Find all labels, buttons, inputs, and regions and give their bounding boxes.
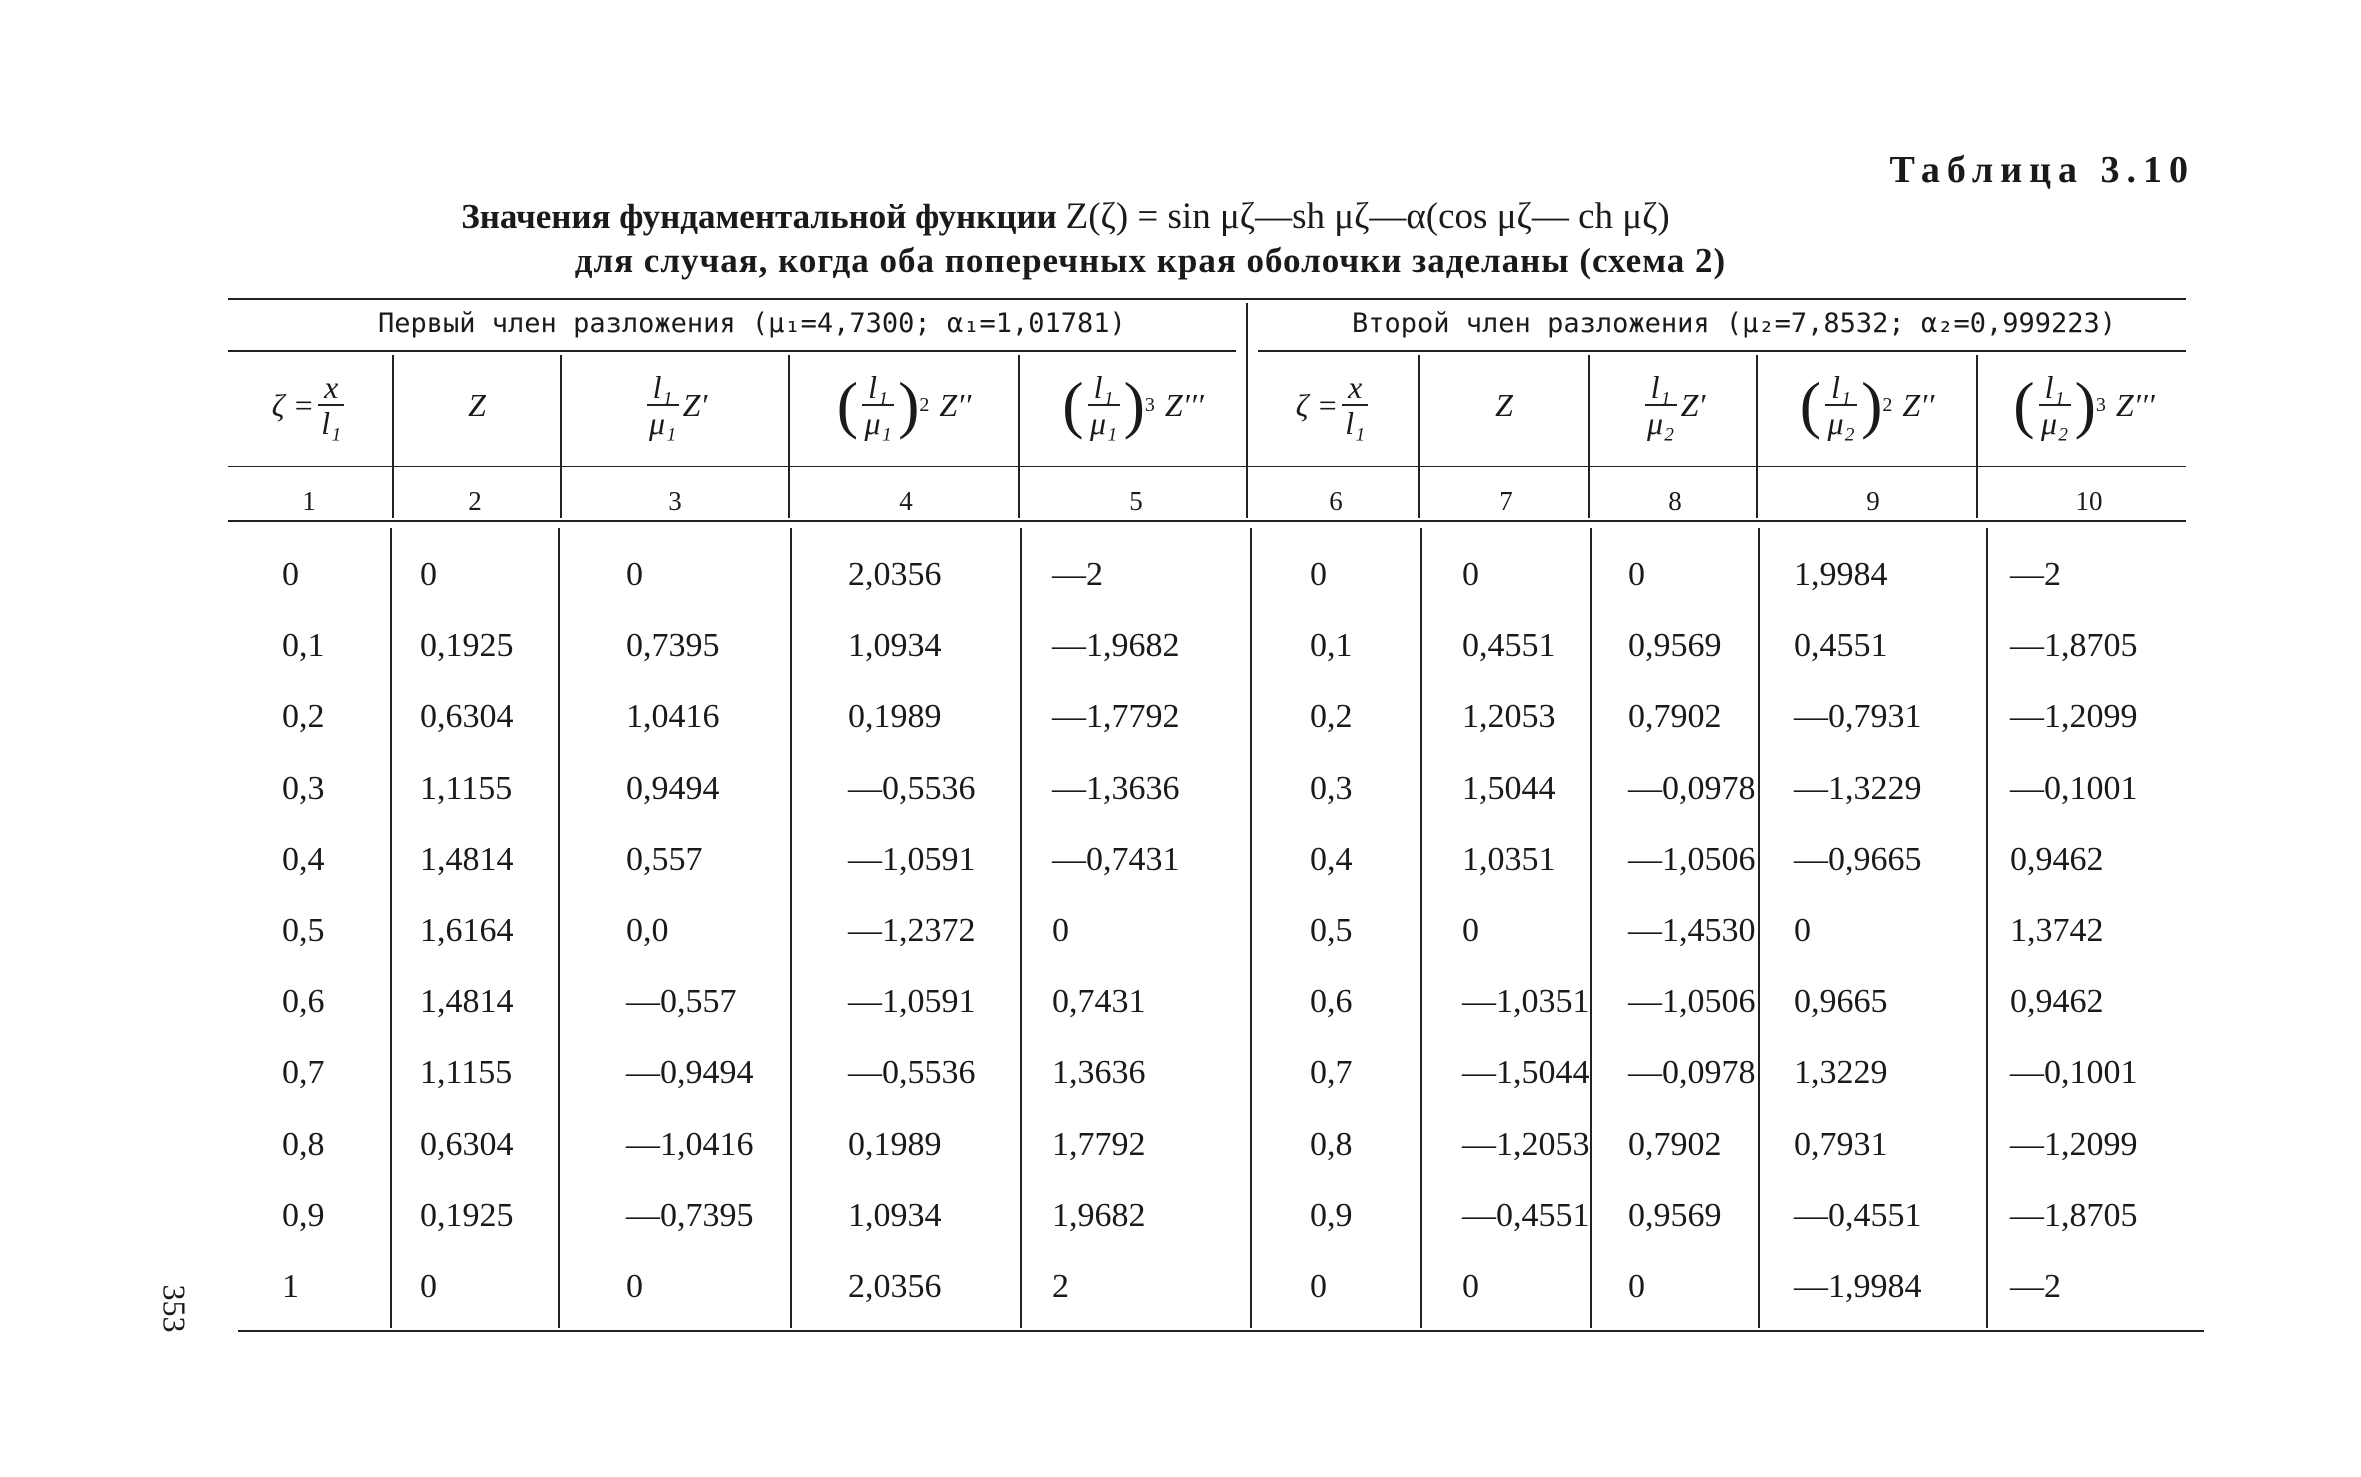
table-cell: —1,0591 bbox=[848, 840, 976, 878]
table-cell: 0,7902 bbox=[1628, 698, 1722, 736]
table-cell: 1,4814 bbox=[420, 983, 514, 1021]
group-label-first-term: Первый член разложения (μ₁=4,7300; α₁=1,01781) bbox=[378, 308, 1126, 339]
table-cell: 0,9494 bbox=[626, 769, 720, 807]
fraction-x-over-l1 bbox=[318, 370, 344, 440]
column-number: 1 bbox=[302, 486, 316, 516]
table-cell: 0,3 bbox=[282, 769, 325, 807]
column-number: 2 bbox=[468, 486, 482, 516]
table-cell: 0,7902 bbox=[1628, 1125, 1722, 1163]
table-cell: 0,4551 bbox=[1462, 627, 1556, 665]
z-double-prime: Z′′ bbox=[939, 386, 972, 423]
col-head-zppp-10: ( $\frac{\text{l₁}}{\text{μ₂}}$ ) 3 Z′′′ bbox=[2013, 369, 2155, 441]
table-cell: 1,0934 bbox=[848, 627, 942, 665]
denominator: μ₁ bbox=[1090, 405, 1118, 441]
table-cell: 0,3 bbox=[1310, 769, 1353, 807]
table-cell: 0,557 bbox=[626, 840, 703, 878]
table-cell: —0,0978 bbox=[1628, 1054, 1756, 1092]
header-bottom-rule bbox=[228, 520, 2186, 522]
zeta-symbol: ζ = bbox=[271, 386, 315, 423]
fraction-l1-over-mu2 bbox=[1825, 370, 1857, 440]
column-number: 7 bbox=[1499, 486, 1513, 516]
table-cell: 0,9569 bbox=[1628, 627, 1722, 665]
column-number: 5 bbox=[1129, 486, 1143, 516]
table-cell: 0 bbox=[1462, 1268, 1479, 1305]
z-symbol: Z bbox=[468, 386, 486, 423]
col-head-zpp-9: ( $\frac{\text{l₁}}{\text{μ₂}}$ ) 2 Z′′ bbox=[1799, 369, 1935, 441]
table-cell: —1,0591 bbox=[848, 983, 976, 1021]
table-cell: 0,4551 bbox=[1794, 627, 1888, 665]
col-head-zeta-1 bbox=[228, 355, 392, 455]
title-text: Значения фундаментальной функции bbox=[461, 197, 1066, 236]
table-cell: 0,9 bbox=[1310, 1196, 1353, 1234]
numerator: x bbox=[1342, 370, 1368, 406]
table-cell: 0,8 bbox=[1310, 1125, 1353, 1163]
body-divider bbox=[1758, 528, 1760, 1328]
table-cell: —0,557 bbox=[626, 983, 737, 1021]
body-divider bbox=[390, 528, 392, 1328]
table-cell: 1 bbox=[282, 1268, 299, 1305]
page-number: 353 bbox=[156, 1284, 193, 1333]
table-cell: 0 bbox=[420, 1268, 437, 1305]
z-symbol: Z bbox=[1495, 386, 1513, 423]
table-cell: —1,3636 bbox=[1052, 769, 1180, 807]
fraction-l1-over-mu2 bbox=[2039, 370, 2071, 440]
exponent: 2 bbox=[1882, 393, 1893, 416]
table-cell: 0,6 bbox=[1310, 983, 1353, 1021]
table-cell: —2 bbox=[2010, 556, 2061, 593]
table-cell: 0,1925 bbox=[420, 1196, 514, 1234]
numerator: l₁ bbox=[1645, 370, 1677, 406]
table-bottom-rule bbox=[238, 1330, 2204, 1332]
table-cell: —0,4551 bbox=[1794, 1196, 1922, 1234]
table-cell: 2,0356 bbox=[848, 556, 942, 593]
table-cell: 0,6304 bbox=[420, 698, 514, 736]
top-rule bbox=[228, 298, 2186, 300]
table-cell: 0,1925 bbox=[420, 627, 514, 665]
table-cell: 0,9665 bbox=[1794, 983, 1888, 1021]
z-triple-prime: Z′′′ bbox=[1164, 386, 1204, 423]
denominator: μ₁ bbox=[864, 405, 892, 441]
fraction-l1-over-mu2 bbox=[1645, 370, 1677, 440]
fraction-l1-over-mu1 bbox=[647, 370, 679, 440]
table-cell: 0 bbox=[420, 556, 437, 593]
table-cell: —1,2099 bbox=[2010, 1125, 2138, 1163]
table-cell: 0 bbox=[1794, 912, 1811, 949]
numerator: l₁ bbox=[1088, 370, 1120, 406]
table-cell: 0,7431 bbox=[1052, 983, 1146, 1021]
table-cell: 0,9569 bbox=[1628, 1196, 1722, 1234]
denominator: μ₁ bbox=[649, 405, 677, 441]
table-cell: 0 bbox=[1628, 556, 1645, 593]
column-number: 6 bbox=[1329, 486, 1343, 516]
body-divider bbox=[1020, 528, 1022, 1328]
table-cell: 1,0934 bbox=[848, 1196, 942, 1234]
table-cell: 0,1 bbox=[1310, 627, 1353, 665]
group-rule-left bbox=[228, 350, 1236, 352]
denominator: μ₂ bbox=[2041, 405, 2069, 441]
column-number: 3 bbox=[668, 486, 682, 516]
table-cell: 1,4814 bbox=[420, 840, 514, 878]
z-triple-prime: Z′′′ bbox=[2115, 386, 2155, 423]
table-cell: 0,9462 bbox=[2010, 983, 2104, 1021]
table-cell: 1,3742 bbox=[2010, 912, 2104, 949]
table-cell: —1,9984 bbox=[1794, 1268, 1922, 1305]
table-cell: 0 bbox=[626, 1268, 643, 1305]
table-cell: 0,0 bbox=[626, 912, 669, 949]
table-cell: 2,0356 bbox=[848, 1268, 942, 1305]
table-cell: 0,1 bbox=[282, 627, 325, 665]
table-cell: 1,1155 bbox=[420, 1054, 513, 1092]
exponent: 3 bbox=[1144, 393, 1155, 416]
subheader-rule bbox=[228, 466, 2186, 467]
table-cell: —0,5536 bbox=[848, 769, 976, 807]
table-cell: 0,9462 bbox=[2010, 840, 2104, 878]
table-cell: 1,1155 bbox=[420, 769, 513, 807]
table-cell: 0,2 bbox=[1310, 698, 1353, 736]
denominator: l₁ bbox=[1345, 405, 1366, 441]
title-line-1 bbox=[0, 195, 2361, 239]
table-cell: 1,5044 bbox=[1462, 769, 1556, 807]
table-cell: 0 bbox=[1052, 912, 1069, 949]
column-number: 4 bbox=[899, 486, 913, 516]
table-cell: 0,7 bbox=[282, 1054, 325, 1092]
denominator: μ₂ bbox=[1647, 405, 1675, 441]
table-cell: —1,2053 bbox=[1462, 1125, 1590, 1163]
table-cell: 1,2053 bbox=[1462, 698, 1556, 736]
table-label: Таблица 3.10 bbox=[1889, 149, 2195, 191]
body-divider bbox=[1250, 528, 1252, 1328]
table-cell: 0 bbox=[1462, 912, 1479, 949]
table-cell: 0,4 bbox=[1310, 840, 1353, 878]
denominator: μ₂ bbox=[1827, 405, 1855, 441]
table-cell: —0,0978 bbox=[1628, 769, 1756, 807]
numerator: l₁ bbox=[862, 370, 894, 406]
table-cell: —1,0416 bbox=[626, 1125, 754, 1163]
table-cell: —1,8705 bbox=[2010, 1196, 2138, 1234]
table-cell: 1,3636 bbox=[1052, 1054, 1146, 1092]
table-cell: —0,7395 bbox=[626, 1196, 754, 1234]
table-cell: 0,5 bbox=[1310, 912, 1353, 949]
title-line-2: для случая, когда оба поперечных края оболочки заделаны (схема 2) bbox=[574, 241, 1727, 280]
table-cell: 0,6 bbox=[282, 983, 325, 1021]
table-cell: 2 bbox=[1052, 1268, 1069, 1305]
function-formula: Z(ζ) = sin μζ—sh μζ—α(cos μζ— ch μζ) bbox=[1065, 196, 1670, 237]
table-cell: 0,7 bbox=[1310, 1054, 1353, 1092]
table-cell: 1,0351 bbox=[1462, 840, 1556, 878]
fraction-l1-over-mu1 bbox=[862, 370, 894, 440]
table-cell: 0,7931 bbox=[1794, 1125, 1888, 1163]
group-label-second-term: Второй член разложения (μ₂=7,8532; α₂=0,999223) bbox=[1352, 308, 2117, 339]
table-cell: —1,3229 bbox=[1794, 769, 1922, 807]
table-cell: 1,6164 bbox=[420, 912, 514, 949]
body-divider bbox=[1590, 528, 1592, 1328]
table-cell: —0,4551 bbox=[1462, 1196, 1590, 1234]
numerator: l₁ bbox=[1825, 370, 1857, 406]
table-cell: 0,5 bbox=[282, 912, 325, 949]
body-divider bbox=[790, 528, 792, 1328]
col-head-zp-3 bbox=[562, 355, 788, 455]
table-cell: —1,9682 bbox=[1052, 627, 1180, 665]
table-cell: —1,8705 bbox=[2010, 627, 2138, 665]
body-divider bbox=[558, 528, 560, 1328]
table-cell: 0,1989 bbox=[848, 698, 942, 736]
table-cell: 1,3229 bbox=[1794, 1054, 1888, 1092]
table-cell: —2 bbox=[1052, 556, 1103, 593]
table-cell: —1,0506 bbox=[1628, 840, 1756, 878]
z-prime: Z′ bbox=[1680, 386, 1706, 423]
exponent: 2 bbox=[919, 393, 930, 416]
table-cell: 0 bbox=[1462, 556, 1479, 593]
col-head-zeta-6 bbox=[1250, 355, 1418, 455]
col-head-z-7 bbox=[1420, 355, 1588, 455]
denominator: l₁ bbox=[321, 405, 342, 441]
group-rule-right bbox=[1258, 350, 2186, 352]
table-cell: 1,9682 bbox=[1052, 1196, 1146, 1234]
table-title bbox=[0, 195, 2361, 283]
table-cell: —1,0506 bbox=[1628, 983, 1756, 1021]
table-cell: 0,8 bbox=[282, 1125, 325, 1163]
table-cell: —1,7792 bbox=[1052, 698, 1180, 736]
table-cell: —1,4530 bbox=[1628, 912, 1756, 949]
table-cell: —1,0351 bbox=[1462, 983, 1590, 1021]
table-cell: 0,4 bbox=[282, 840, 325, 878]
table-cell: 0,1989 bbox=[848, 1125, 942, 1163]
col-head-zppp-5: ( $\frac{\text{l₁}}{\text{μ₁}}$ ) 3 Z′′′ bbox=[1062, 369, 1204, 441]
col-head-z-2 bbox=[394, 355, 560, 455]
table-cell: —0,5536 bbox=[848, 1054, 976, 1092]
table-cell: —0,9494 bbox=[626, 1054, 754, 1092]
table-cell: 0,2 bbox=[282, 698, 325, 736]
table-cell: 1,9984 bbox=[1794, 556, 1888, 593]
table-cell: —1,5044 bbox=[1462, 1054, 1590, 1092]
column-number: 9 bbox=[1866, 486, 1880, 516]
table-cell: 0,9 bbox=[282, 1196, 325, 1234]
column-number: 10 bbox=[2075, 486, 2103, 516]
table-cell: 0 bbox=[1310, 556, 1327, 593]
table-cell: 1,0416 bbox=[626, 698, 720, 736]
column-number: 8 bbox=[1668, 486, 1682, 516]
table-cell: —1,2372 bbox=[848, 912, 976, 949]
table-cell: —0,1001 bbox=[2010, 769, 2138, 807]
table-cell: 0,6304 bbox=[420, 1125, 514, 1163]
body-divider bbox=[1420, 528, 1422, 1328]
table-cell: —2 bbox=[2010, 1268, 2061, 1305]
table-cell: 0 bbox=[282, 556, 299, 593]
fraction-l1-over-mu1 bbox=[1088, 370, 1120, 440]
table-cell: 0 bbox=[1310, 1268, 1327, 1305]
col-head-zpp-4: ( $\frac{\text{l₁}}{\text{μ₁}}$ ) 2 Z′′ bbox=[836, 369, 972, 441]
table-cell: —0,1001 bbox=[2010, 1054, 2138, 1092]
table-cell: —0,9665 bbox=[1794, 840, 1922, 878]
table-cell: —1,2099 bbox=[2010, 698, 2138, 736]
numerator: l₁ bbox=[2039, 370, 2071, 406]
numerator: x bbox=[318, 370, 344, 406]
zeta-symbol: ζ = bbox=[1295, 386, 1339, 423]
z-prime: Z′ bbox=[682, 386, 708, 423]
exponent: 3 bbox=[2095, 393, 2106, 416]
table-cell: —0,7431 bbox=[1052, 840, 1180, 878]
fraction-x-over-l1 bbox=[1342, 370, 1368, 440]
col-head-zp-8 bbox=[1590, 355, 1756, 455]
table-cell: —0,7931 bbox=[1794, 698, 1922, 736]
numerator: l₁ bbox=[647, 370, 679, 406]
z-double-prime: Z′′ bbox=[1902, 386, 1935, 423]
table-cell: 1,7792 bbox=[1052, 1125, 1146, 1163]
table-cell: 0 bbox=[1628, 1268, 1645, 1305]
table-cell: 0,7395 bbox=[626, 627, 720, 665]
body-divider bbox=[1986, 528, 1988, 1328]
table-cell: 0 bbox=[626, 556, 643, 593]
